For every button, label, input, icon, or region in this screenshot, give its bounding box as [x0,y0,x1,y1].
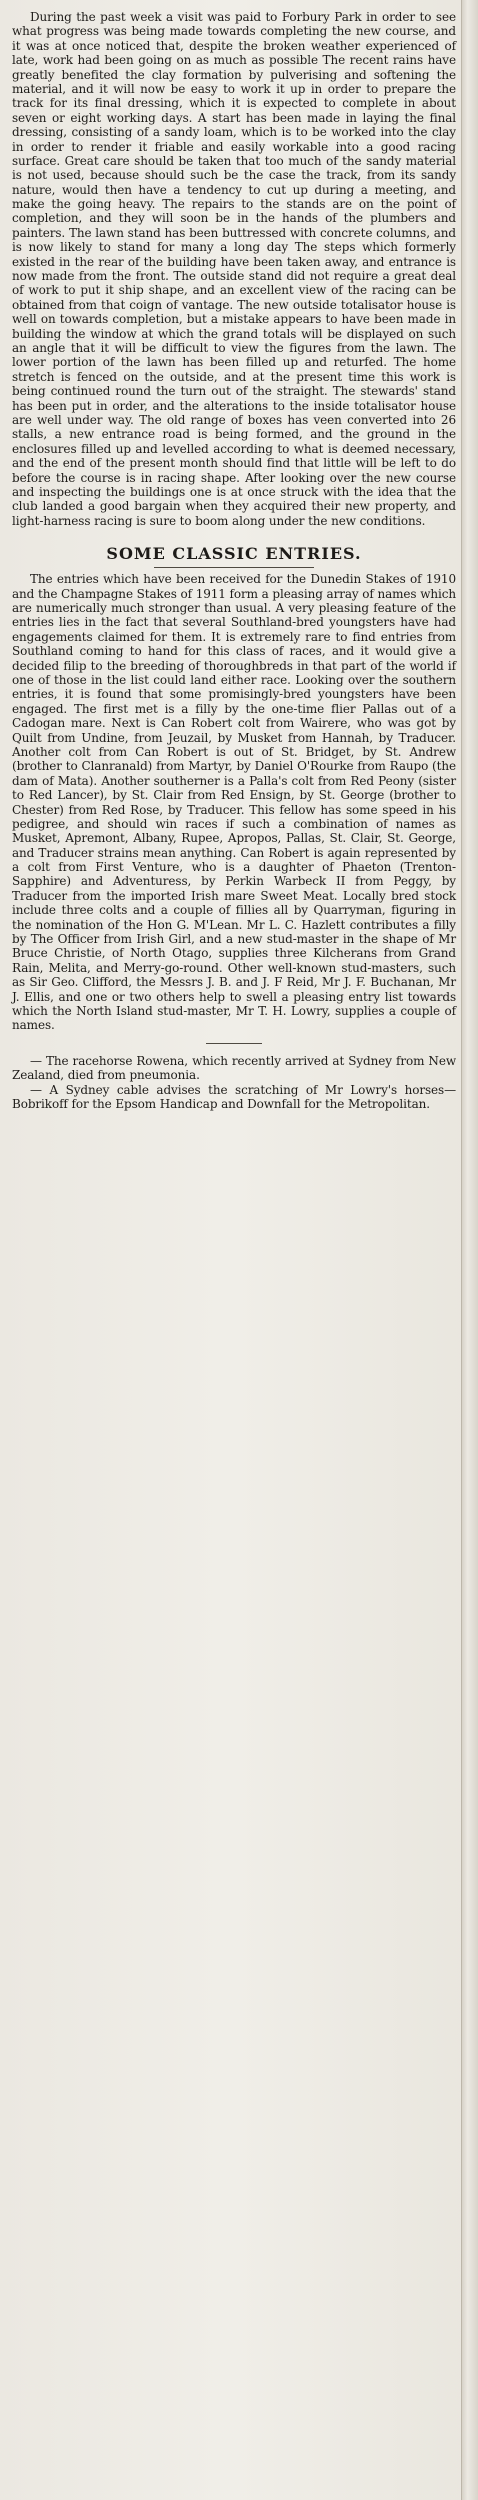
adjacent-column-edge [461,0,478,2500]
clipped-column-fragment-upper [465,1660,476,2000]
clipped-column-fragment-lower [465,2185,476,2415]
article-column [12,10,456,1111]
rowena-news-item: — The racehorse Rowena, which recently arrived at Sydney from New Zealand, died from pneumonia. [12,1053,456,1083]
forbury-park-paragraph: During the past week a visit was paid to Forbury Park in order to see what progress was being made towards completing the new course, and it was at once noticed that, despite the broken weather experienced of late, work had been going on as much as possible The recent rains have greatly benefited the clay formation by pulverising and softening the material, and it will now be easy to work it up in order to prepare the track for its final dressing, which it is expected to complete in about seven or eight working days. A start has been made in laying the final dressing, consisting of a sandy loam, which is to be worked into the clay in order to render it friable and easily workable into a good racing surface. Great care should be taken that too much of the sandy material is not used, because should such be the case the track, from its sandy nature, would then have a tendency to cut up during a meeting, and make the going heavy. The repairs to the stands are on the point of completion, and they will soon be in the hands of the plumbers and painters. The lawn stand has been buttressed with concrete columns, and is now likely to stand for many a long day The steps which formerly existed in the rear of the building have been taken away, and entrance is now made from the front. The outside stand did not require a great deal of work to put it ship shape, and an excellent view of the racing can be obtained from that coign of vantage. The new outside totalisator house is well on towards completion, but a mistake appears to have been made in building the window at which the grand totals will be displayed on such an angle that it will be difficult to view the figures from the lawn. The lower portion of the lawn has been filled up and returfed. The home stretch is fenced on the outside, and at the present time this work is being continued round the turn out of the straight. The stewards' stand has been put in order, and the alterations to the inside totalisator house are well under way. The old range of boxes has veen converted into 26 stalls, a new entrance road is being formed, and the ground in the enclosures filled up and levelled according to what is deemed necessary, and the end of the present month should find that little will be left to do before the course is in racing shape. After looking over the new course and inspecting the buildings one is at once struck with the idea that the club landed a good bargain when they acquired their new property, and light-harness racing is sure to boom along under the new conditions. [12,10,456,528]
classic-entries-paragraph: The entries which have been received for the Dunedin Stakes of 1910 and the Champagne Stakes of 1911 form a pleasing array of names which are numerically much stronger than usual. A very pleasing feature of the entries lies in the fact that several Southland-bred youngsters have had engagements claimed for them. It is extremely rare to find entries from Southland coming to hand for this class of races, and it would give a decided filip to the breeding of thoroughbreds in that part of the world if one of those in the list could land either race. Looking over the southern entries, it is found that some promisingly-bred youngsters have been engaged. The first met is a filly by the one-time flier Pallas out of a Cadogan mare. Next is Can Robert colt from Wairere, who was got by Quilt from Undine, from Jeuzail, by Musket from Hannah, by Traducer. Another colt from Can Robert is out of St. Bridget, by St. Andrew (brother to Clanranald) from Martyr, by Daniel O'Rourke from Raupo (the dam of Mata). Another southerner is a Palla's colt from Red Peony (sister to Red Lancer), by St. Clair from Red Ensign, by St. George (brother to Chester) from Red Rose, by Traducer. This fellow has some speed in his pedigree, and should win races if such a combination of names as Musket, Apremont, Albany, Rupee, Apropos, Pallas, St. Clair, St. George, and Traducer strains mean anything. Can Robert is again represented by a colt from First Venture, who is a daughter of Phaeton (Trenton-Sapphire) and Adventuress, by Perkin Warbeck II from Peggy, by Traducer from the imported Irish mare Sweet Meat. Locally bred stock include three colts and a couple of fillies all by Quarryman, figuring in the nomination of the Hon G. M'Lean. Mr L. C. Hazlett contributes a filly by The Officer from Irish Girl, and a new stud-master in the shape of Mr Bruce Christie, of North Otago, supplies three Kilcherans from Grand Rain, Melita, and Merry-go-round. Other well-known stud-masters, such as Sir Geo. Clifford, the Messrs J. B. and J. F Reid, Mr J. F. Buchanan, Mr J. Ellis, and one or two others help to swell a pleasing entry list towards which the North Island stud-master, Mr T. H. Lowry, supplies a couple of names. [12,572,456,1033]
classic-entries-heading: SOME CLASSIC ENTRIES. [106,544,362,564]
sydney-cable-news-item: — A Sydney cable advises the scratching of Mr Lowry's horses—Bobrikoff for the Epsom Handicap and Downfall for the Metropolitan. [12,1082,456,1111]
heading-rule [154,567,314,568]
section-divider [206,1043,262,1044]
